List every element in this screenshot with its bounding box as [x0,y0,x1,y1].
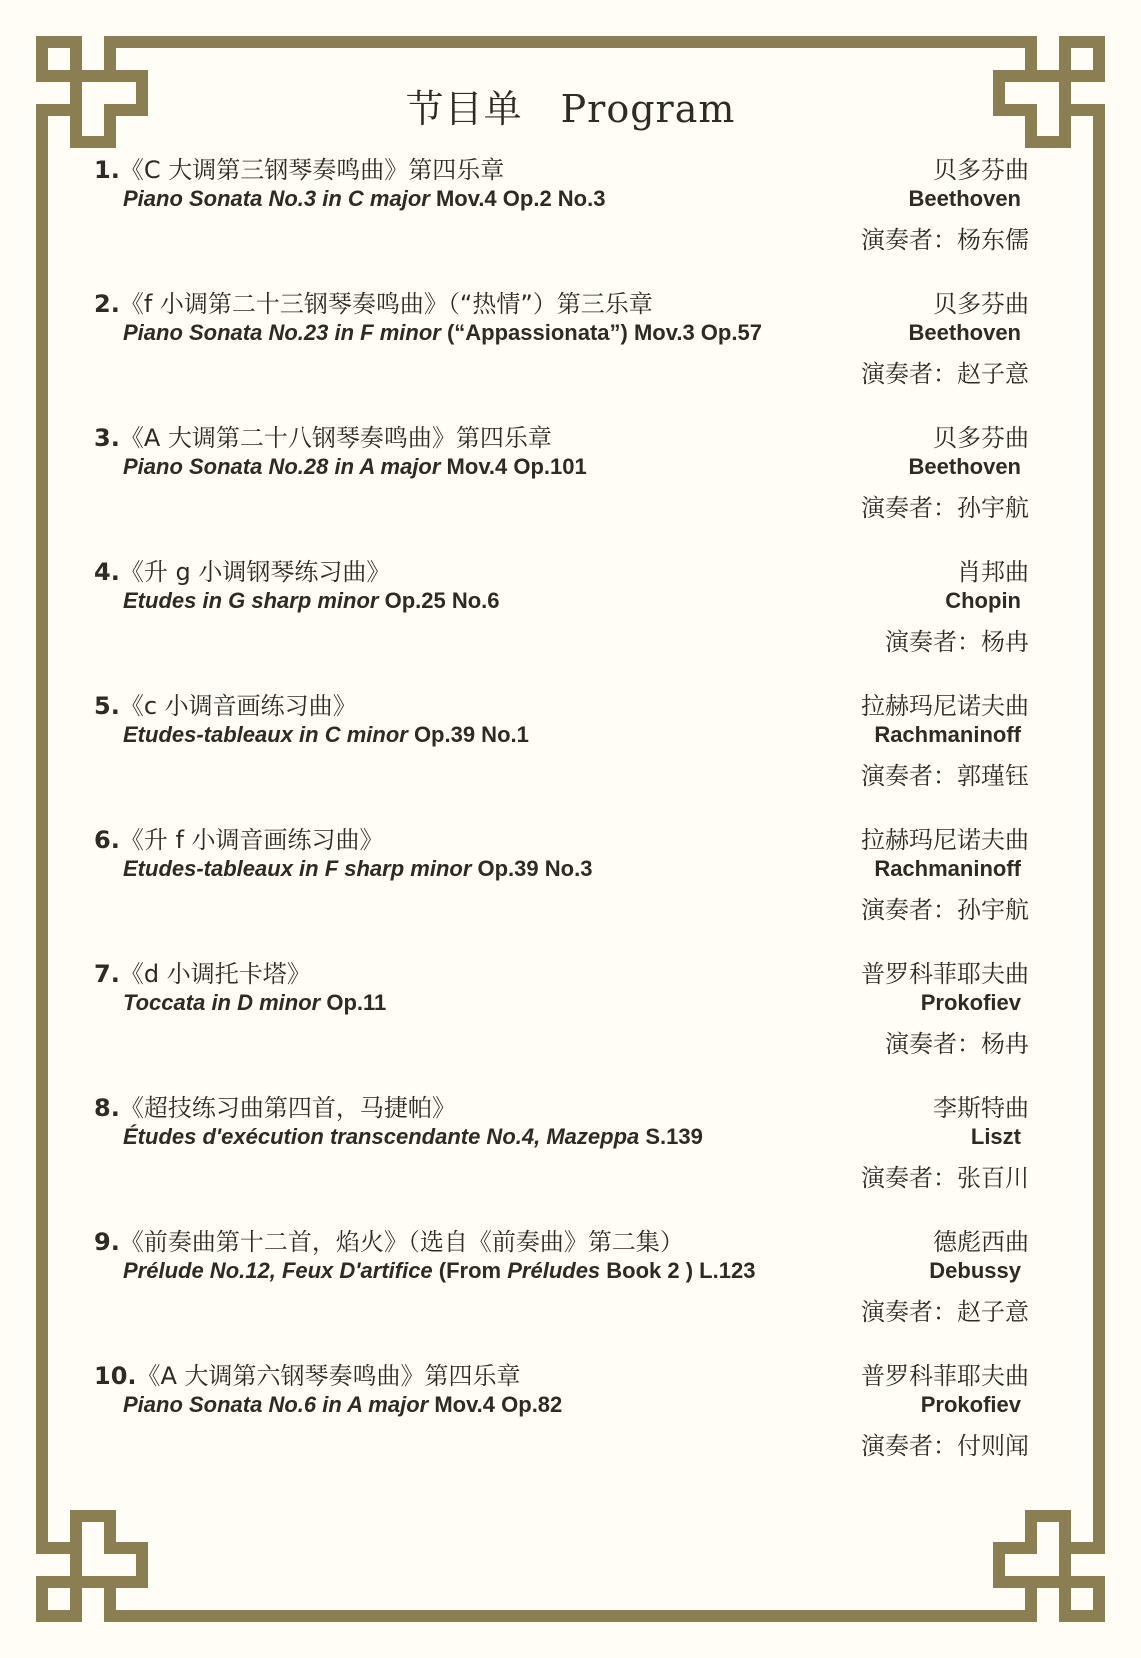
item-performer: 演奏者：孙宇航 [861,896,1029,924]
item-title-en-part: (From [432,1258,508,1283]
item-composer-en: Liszt [970,1124,1021,1149]
item-performer: 演奏者：杨冉 [885,1030,1029,1058]
item-title-en-part: Piano Sonata No.28 in A major [123,454,441,479]
item-performer: 演奏者：杨冉 [885,628,1029,656]
item-performer: 演奏者：赵子意 [861,1298,1029,1326]
item-number: 8. [94,1094,120,1122]
item-title-en [123,722,529,748]
item-title-en [123,588,500,614]
item-title-zh-text: 《A 大调第六钢琴奏鸣曲》第四乐章 [136,1362,521,1390]
item-composer-zh: 拉赫玛尼诺夫曲 [861,692,1029,720]
item-title-zh [94,284,653,319]
program-item [94,284,1029,396]
item-title-zh [94,552,390,587]
title-en: Program [560,87,736,131]
title-zh: 节目单 [405,87,523,131]
item-title-en-part: Etudes in G sharp minor [123,588,379,613]
item-number: 1. [94,156,120,184]
item-title-zh [94,150,504,185]
item-title-en-part: Op.39 No.3 [471,856,593,881]
item-composer-zh: 贝多芬曲 [933,424,1029,452]
item-number: 4. [94,558,120,586]
item-number: 3. [94,424,120,452]
program-item [94,820,1029,932]
item-composer-en: Beethoven [908,454,1021,479]
program-item [94,1088,1029,1200]
item-title-en [123,454,587,480]
item-title-en [123,1124,703,1150]
item-composer-en: Rachmaninoff [874,722,1021,747]
item-performer: 演奏者：孙宇航 [861,494,1029,522]
item-performer: 演奏者：张百川 [861,1164,1029,1192]
item-number: 9. [94,1228,120,1256]
item-title-en-part: Mov.4 Op.101 [440,454,587,479]
item-number: 10. [94,1362,137,1390]
item-composer-zh: 贝多芬曲 [933,156,1029,184]
item-title-zh-text: 《升 f 小调音画练习曲》 [119,826,384,854]
item-title-zh [94,1356,521,1391]
item-number: 5. [94,692,120,720]
program-item [94,150,1029,262]
item-performer: 演奏者：赵子意 [861,360,1029,388]
item-title-zh [94,686,357,721]
item-title-en-part: Préludes [507,1258,601,1283]
item-composer-en: Rachmaninoff [874,856,1021,881]
item-title-en-part: Piano Sonata No.3 in C major [123,186,430,211]
program-item [94,552,1029,664]
item-title-en-part: Etudes-tableaux in C minor [123,722,408,747]
item-composer-en: Debussy [929,1258,1021,1283]
item-composer-en: Prokofiev [920,990,1021,1015]
item-title-zh-text: 《升 g 小调钢琴练习曲》 [119,558,391,586]
item-title-zh [94,1088,456,1123]
item-number: 6. [94,826,120,854]
item-title-en [123,990,386,1016]
program-item [94,1222,1029,1334]
page-title [0,78,1141,133]
item-title-zh-text: 《A 大调第二十八钢琴奏鸣曲》第四乐章 [119,424,552,452]
item-title-en-part: Op.25 No.6 [378,588,500,613]
item-title-en-part: Piano Sonata No.23 in F minor [123,320,441,345]
item-title-zh [94,820,384,855]
program-item [94,1356,1029,1468]
item-title-en-part: Études d'exécution transcendante No.4, Mazeppa [123,1124,640,1149]
item-title-en [123,320,762,346]
item-title-en-part: Mov.4 Op.2 No.3 [429,186,606,211]
item-title-en [123,1258,755,1284]
item-title-zh-text: 《f 小调第二十三钢琴奏鸣曲》（“热情”）第三乐章 [119,290,653,318]
item-title-en-part: Prélude No.12, Feux D'artifice [123,1258,433,1283]
item-title-en-part: S.139 [639,1124,703,1149]
item-title-en-part: Etudes-tableaux in F sharp minor [123,856,472,881]
item-title-zh-text: 《超技练习曲第四首，马捷帕》 [119,1094,456,1122]
item-title-zh [94,954,311,989]
item-title-zh [94,418,552,453]
item-performer: 演奏者：杨东儒 [861,226,1029,254]
item-title-en-part: Toccata in D minor [123,990,321,1015]
item-number: 7. [94,960,120,988]
item-title-zh-text: 《前奏曲第十二首，焰火》（选自《前奏曲》第二集） [119,1228,684,1256]
item-title-zh-text: 《c 小调音画练习曲》 [119,692,357,720]
item-composer-en: Chopin [945,588,1021,613]
program-item [94,686,1029,798]
item-title-en [123,856,592,882]
item-composer-zh: 贝多芬曲 [933,290,1029,318]
item-title-zh-text: 《d 小调托卡塔》 [119,960,311,988]
item-composer-zh: 拉赫玛尼诺夫曲 [861,826,1029,854]
item-title-en-part: Piano Sonata No.6 in A major [123,1392,429,1417]
item-title-en-part: Book 2 ) L.123 [600,1258,756,1283]
item-title-en-part: (“Appassionata”) Mov.3 Op.57 [440,320,762,345]
item-composer-zh: 普罗科菲耶夫曲 [861,960,1029,988]
item-title-en-part: Op.11 [320,990,387,1015]
program-item [94,418,1029,530]
item-title-en [123,186,605,212]
item-title-en-part: Mov.4 Op.82 [428,1392,563,1417]
item-composer-zh: 李斯特曲 [933,1094,1029,1122]
program-item [94,954,1029,1066]
item-composer-zh: 德彪西曲 [933,1228,1029,1256]
item-title-en [123,1392,562,1418]
item-title-zh-text: 《C 大调第三钢琴奏鸣曲》第四乐章 [119,156,505,184]
item-number: 2. [94,290,120,318]
item-composer-zh: 肖邦曲 [957,558,1029,586]
item-performer: 演奏者：付则闻 [861,1432,1029,1460]
item-title-en-part: Op.39 No.1 [407,722,529,747]
item-composer-en: Prokofiev [920,1392,1021,1417]
item-title-zh [94,1222,684,1257]
item-composer-en: Beethoven [908,320,1021,345]
item-composer-en: Beethoven [908,186,1021,211]
item-composer-zh: 普罗科菲耶夫曲 [861,1362,1029,1390]
item-performer: 演奏者：郭瑾钰 [861,762,1029,790]
